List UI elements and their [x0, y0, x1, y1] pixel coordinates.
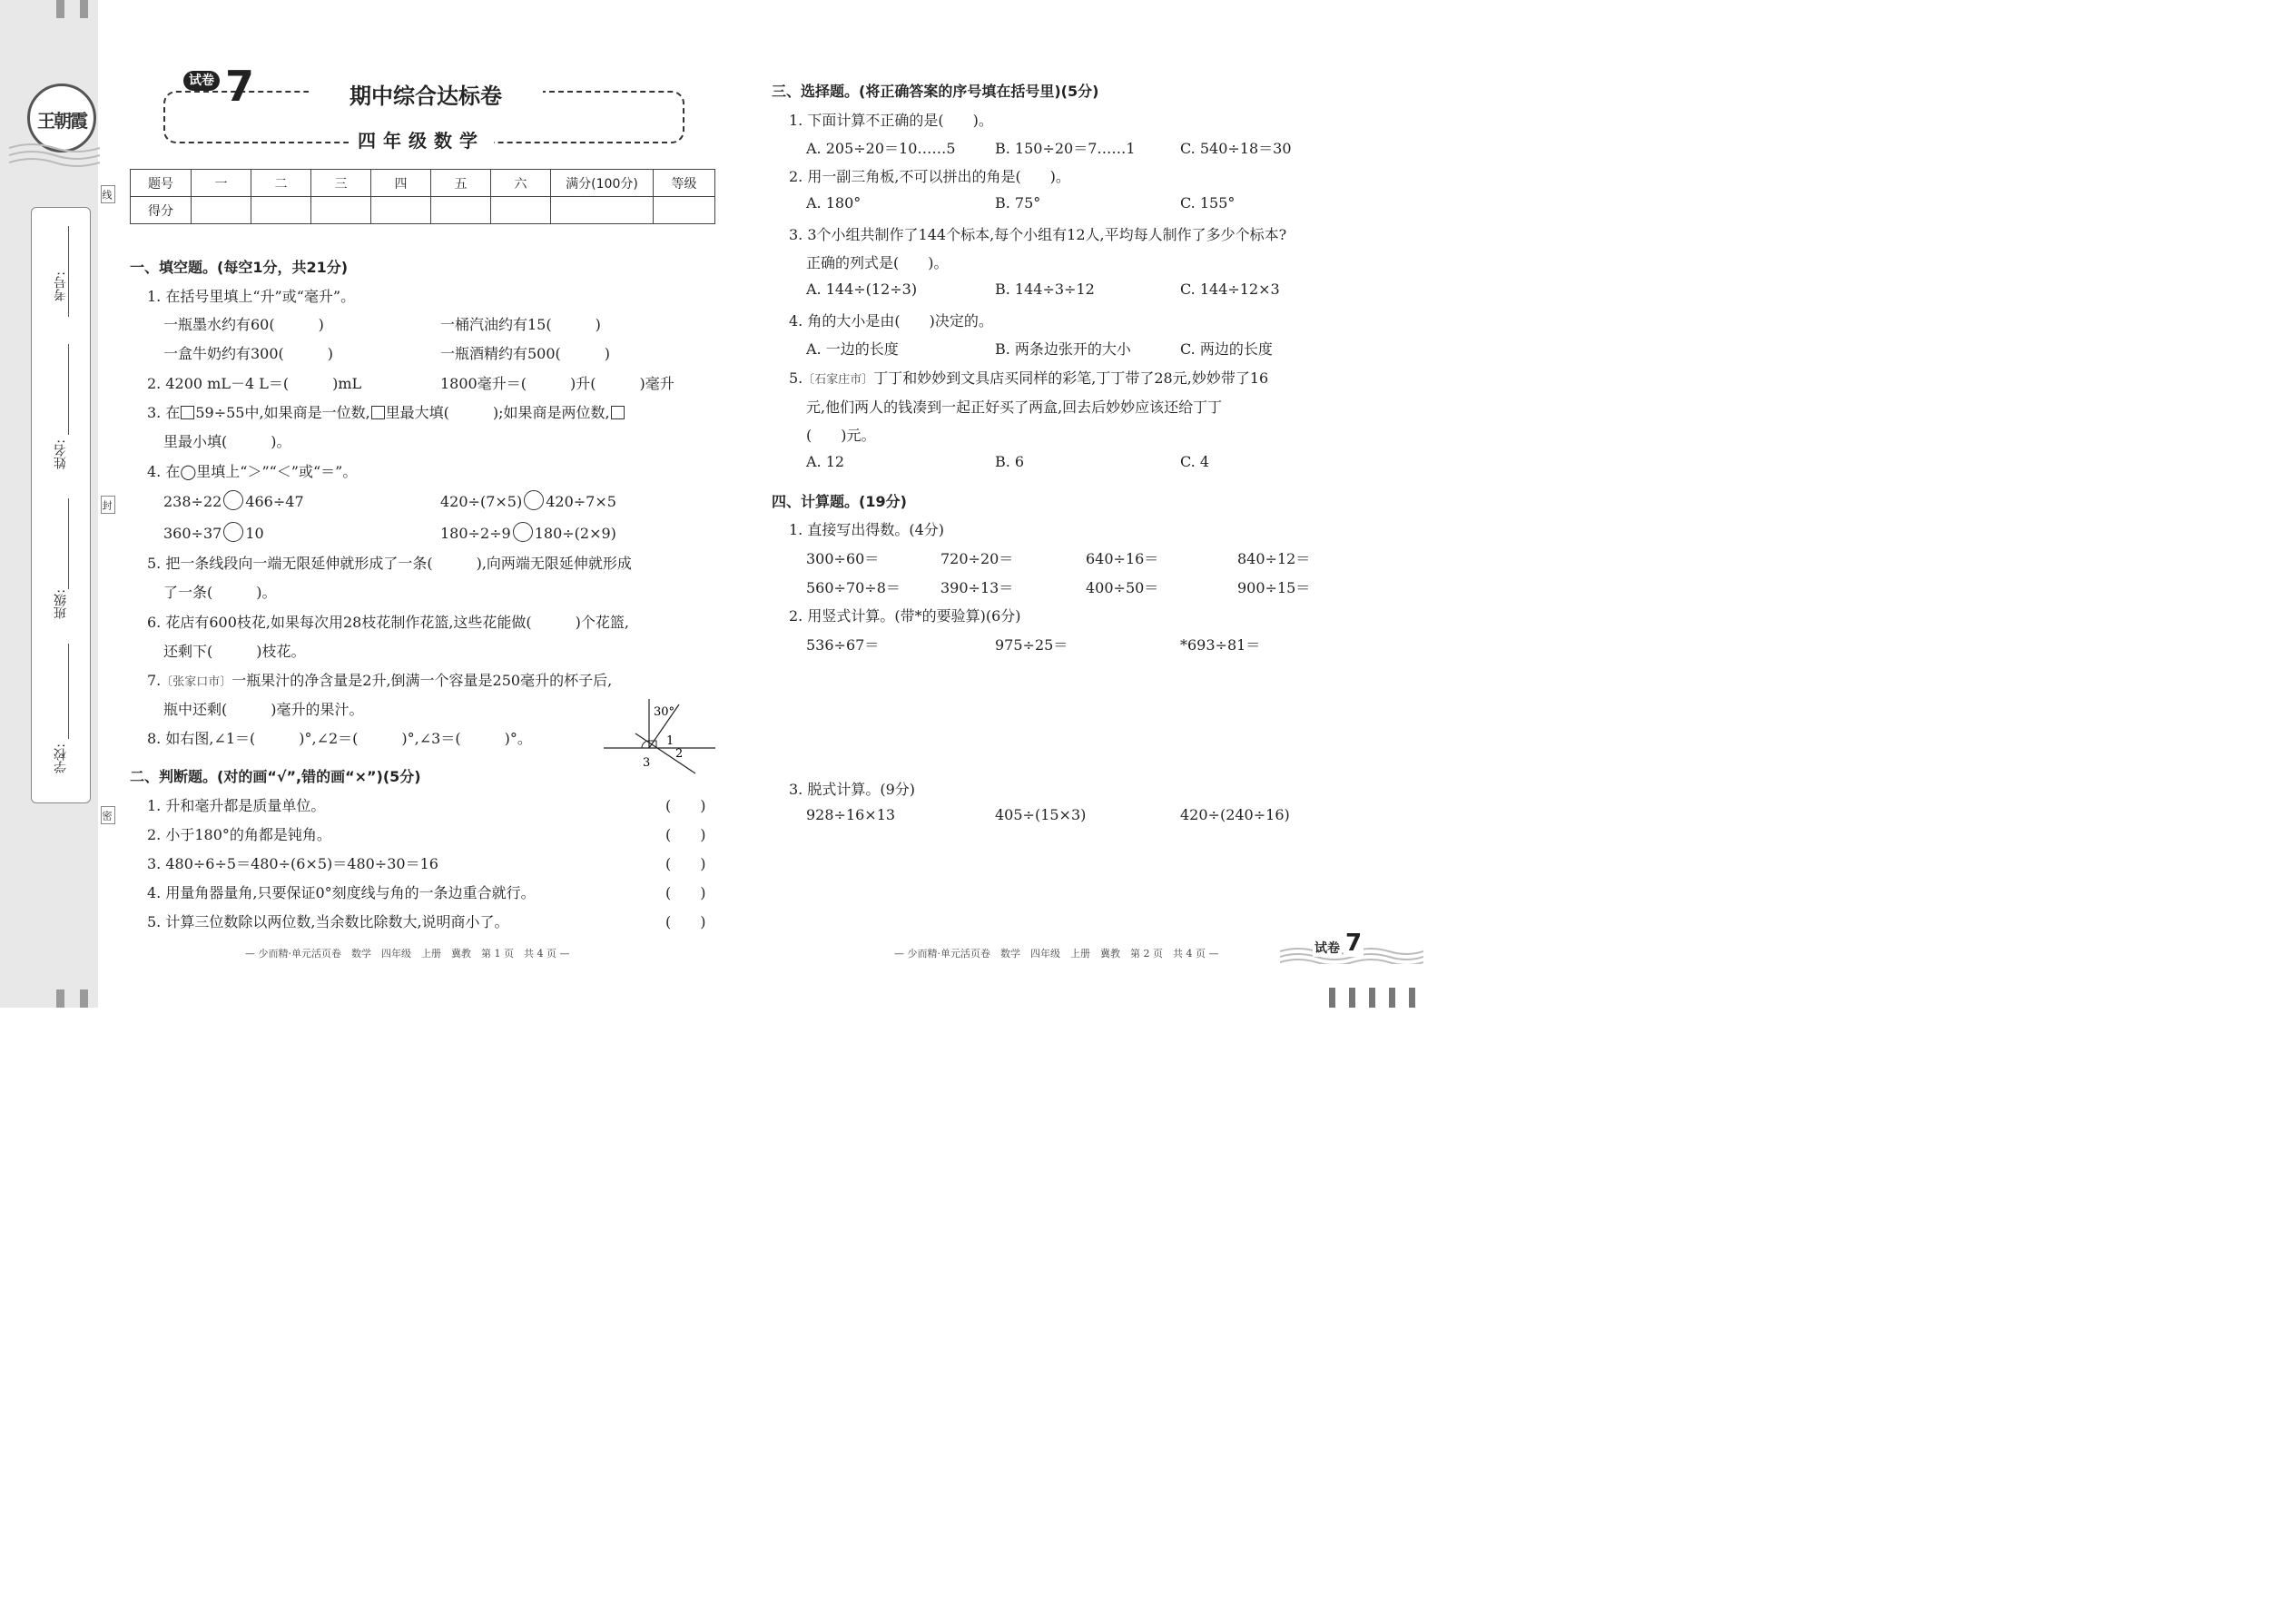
table-cell: 二	[251, 170, 311, 197]
compare-item	[163, 522, 264, 542]
section-heading: 四、计算题。(19分)	[772, 493, 907, 510]
question	[789, 367, 1268, 388]
compare-circle[interactable]	[513, 522, 533, 542]
field-name: 姓名:	[54, 439, 68, 469]
question: 2. 用一副三角板,不可以拼出的角是( )。	[789, 168, 1070, 185]
option: B. 6	[995, 453, 1025, 470]
question-item: 一盒牛奶约有300( )	[163, 345, 334, 362]
question-item: 一桶汽油约有15( )	[440, 316, 601, 333]
calc-item: 390÷13＝	[940, 579, 1014, 596]
option: C. 540÷18＝30	[1180, 140, 1292, 157]
question: 8. 如右图,∠1＝( )°,∠2＝( )°,∠3＝( )°。	[147, 730, 532, 747]
angle-figure	[599, 697, 717, 774]
calc-item: 560÷70÷8＝	[806, 579, 901, 596]
option: C. 两边的长度	[1180, 340, 1273, 358]
score-cell[interactable]	[251, 197, 311, 224]
question-item: 瓶中还剩( )毫升的果汁。	[163, 701, 364, 718]
question: 3. 脱式计算。(9分)	[789, 781, 916, 798]
score-table	[130, 169, 715, 224]
score-cell[interactable]	[192, 197, 251, 224]
question: 2. 用竖式计算。(带*的要验算)(6分)	[789, 607, 1021, 625]
question-item: 还剩下( )枝花。	[163, 643, 306, 660]
question-item: 正确的列式是( )。	[806, 254, 949, 271]
calc-item: 300÷60＝	[806, 550, 880, 567]
top-mark	[56, 0, 64, 18]
question-item: 元,他们两人的钱凑到一起正好买了两盒,回去后妙妙应该还给丁丁	[806, 399, 1223, 416]
answer-paren[interactable]: ( )	[665, 913, 706, 930]
question: 4. 在◯里填上“＞”“＜”或“＝”。	[147, 463, 358, 480]
field-exam-number: 考号:	[54, 271, 68, 301]
tick-mark	[1329, 988, 1335, 1008]
calc-item: 840÷12＝	[1237, 550, 1311, 567]
expr-right: 180÷(2×9)	[534, 525, 616, 542]
option: B. 75°	[995, 194, 1041, 212]
score-cell[interactable]	[654, 197, 715, 224]
section-heading: 三、选择题。(将正确答案的序号填在括号里)(5分)	[772, 83, 1099, 100]
expr-right: 420÷7×5	[546, 493, 616, 510]
option: A. 205÷20＝10……5	[806, 140, 956, 157]
field-school: 学校:	[54, 743, 68, 773]
question-text: 59÷55中,如果商是一位数,	[195, 404, 370, 421]
calc-item: 928÷16×13	[806, 806, 896, 823]
angle-label: 30°	[654, 705, 675, 719]
expr-left: 420÷(7×5)	[440, 493, 523, 510]
question: 1. 在括号里填上“升”或“毫升”。	[147, 288, 356, 305]
bottom-mark	[56, 989, 64, 1008]
exam-number: 7	[225, 62, 255, 111]
compare-item	[440, 490, 616, 510]
question-text: 一瓶果汁的净含量是2升,倒满一个容量是250毫升的杯子后,	[231, 672, 613, 689]
option: B. 两条边张开的大小	[995, 340, 1131, 358]
calc-item: 900÷15＝	[1237, 579, 1311, 596]
judge-item: 3. 480÷6÷5＝480÷(6×5)＝480÷30＝16	[147, 855, 438, 872]
answer-paren[interactable]: ( )	[665, 826, 706, 843]
table-cell: 一	[192, 170, 251, 197]
option: A. 12	[806, 453, 845, 470]
logo-text: 王朝霞	[37, 110, 86, 132]
field-line[interactable]	[68, 644, 70, 739]
calc-item: 420÷(240÷16)	[1180, 806, 1290, 823]
blank-box[interactable]	[611, 406, 625, 419]
binding-mark: 封	[101, 496, 115, 514]
footer-badge-number: 7	[1345, 930, 1363, 957]
angle-label: 2	[675, 747, 684, 761]
calc-item: 405÷(15×3)	[995, 806, 1087, 823]
score-cell[interactable]	[431, 197, 491, 224]
judge-item: 5. 计算三位数除以两位数,当余数比除数大,说明商小了。	[147, 913, 509, 930]
field-class: 班级:	[54, 589, 68, 619]
question: 3. 3个小组共制作了144个标本,每个小组有12人,平均每人制作了多少个标本?	[789, 226, 1287, 243]
bottom-mark	[80, 989, 88, 1008]
option: C. 144÷12×3	[1180, 281, 1280, 298]
calc-item: 640÷16＝	[1086, 550, 1159, 567]
wave-decoration	[9, 141, 100, 168]
option: C. 4	[1180, 453, 1210, 470]
option: A. 144÷(12÷3)	[806, 281, 918, 298]
calc-item: 720÷20＝	[940, 550, 1014, 567]
score-cell[interactable]	[371, 197, 431, 224]
field-line[interactable]	[68, 226, 70, 317]
judge-item: 1. 升和毫升都是质量单位。	[147, 797, 326, 814]
expr-right: 10	[245, 525, 264, 542]
top-mark	[80, 0, 88, 18]
tick-mark	[1389, 988, 1395, 1008]
question	[147, 401, 625, 422]
section-heading: 二、判断题。(对的画“√”,错的画“×”)(5分)	[130, 768, 421, 785]
score-cell[interactable]	[551, 197, 654, 224]
answer-paren[interactable]: ( )	[665, 797, 706, 814]
student-info-box	[31, 207, 91, 803]
region-tag: 〔张家口市〕	[161, 675, 232, 689]
table-cell: 五	[431, 170, 491, 197]
tick-mark	[1349, 988, 1355, 1008]
question-item: 1800毫升＝( )升( )毫升	[440, 375, 674, 392]
compare-circle[interactable]	[223, 490, 243, 510]
table-cell: 题号	[131, 170, 192, 197]
angle-label: 3	[643, 756, 651, 770]
section-heading: 一、填空题。(每空1分，共21分)	[130, 259, 349, 276]
table-cell: 四	[371, 170, 431, 197]
calc-item: *693÷81＝	[1180, 636, 1261, 654]
compare-item	[440, 522, 616, 542]
table-cell: 等级	[654, 170, 715, 197]
field-line[interactable]	[68, 498, 70, 589]
tick-mark	[1369, 988, 1375, 1008]
option: C. 155°	[1180, 194, 1236, 212]
question: 1. 下面计算不正确的是( )。	[789, 112, 993, 129]
tick-mark	[1409, 988, 1415, 1008]
expr-right: 466÷47	[245, 493, 304, 510]
field-line[interactable]	[68, 344, 70, 435]
option: B. 150÷20＝7……1	[995, 140, 1136, 157]
binding-mark: 线	[101, 185, 115, 203]
table-cell: 三	[311, 170, 371, 197]
score-cell[interactable]	[491, 197, 551, 224]
question-number: 5.	[789, 369, 803, 387]
region-tag: 〔石家庄市〕	[802, 373, 874, 387]
table-header-row	[131, 170, 715, 197]
exam-badge: 试卷	[183, 71, 220, 91]
question-number: 7.	[147, 672, 162, 689]
question-text: 3. 在	[147, 404, 181, 421]
question-item: 里最小填( )。	[163, 433, 291, 450]
calc-item: 536÷67＝	[806, 636, 880, 654]
question-item: ( )元。	[806, 427, 876, 444]
page-subtitle: 四年级数学	[349, 126, 494, 153]
score-cell[interactable]	[311, 197, 371, 224]
calc-item: 400÷50＝	[1086, 579, 1159, 596]
table-cell: 得分	[131, 197, 192, 224]
judge-item: 4. 用量角器量角,只要保证0°刻度线与角的一条边重合就行。	[147, 884, 536, 901]
question: 2. 4200 mL－4 L＝( )mL	[147, 375, 362, 392]
question: 6. 花店有600枝花,如果每次用28枝花制作花篮,这些花能做( )个花篮,	[147, 614, 629, 631]
question: 1. 直接写出得数。(4分)	[789, 521, 945, 538]
expr-left: 360÷37	[163, 525, 222, 542]
option: A. 180°	[806, 194, 861, 212]
option: A. 一边的长度	[806, 340, 899, 358]
answer-paren[interactable]: ( )	[665, 855, 706, 872]
expr-left: 180÷2÷9	[440, 525, 511, 542]
question-item: 了一条( )。	[163, 584, 277, 601]
question-item: 一瓶墨水约有60( )	[163, 316, 324, 333]
angle-label: 1	[666, 734, 674, 748]
calc-item: 975÷25＝	[995, 636, 1068, 654]
question-text: 丁丁和妙妙到文具店买同样的彩笔,丁丁带了28元,妙妙带了16	[873, 369, 1269, 387]
footer-badge-label: 试卷	[1313, 939, 1342, 957]
question: 5. 把一条线段向一端无限延伸就形成了一条( ),向两端无限延伸就形成	[147, 555, 632, 572]
blank-box[interactable]	[181, 406, 194, 419]
binding-mark: 密	[101, 806, 115, 824]
question-text: 里最大填( );如果商是两位数,	[385, 404, 610, 421]
question	[147, 669, 612, 690]
expr-left: 238÷22	[163, 493, 222, 510]
page-footer: — 少而精·单元活页卷 数学 四年级 上册 冀教 第 1 页 共 4 页 —	[245, 948, 570, 960]
option: B. 144÷3÷12	[995, 281, 1095, 298]
blank-box[interactable]	[371, 406, 385, 419]
page-title: 期中综合达标卷	[309, 78, 543, 110]
compare-item	[163, 490, 304, 510]
question: 4. 角的大小是由( )决定的。	[789, 312, 993, 330]
table-cell: 满分(100分)	[551, 170, 654, 197]
compare-circle[interactable]	[524, 490, 544, 510]
judge-item: 2. 小于180°的角都是钝角。	[147, 826, 331, 843]
page-footer: — 少而精·单元活页卷 数学 四年级 上册 冀教 第 2 页 共 4 页 —	[894, 948, 1219, 960]
compare-circle[interactable]	[223, 522, 243, 542]
question-item: 一瓶酒精约有500( )	[440, 345, 611, 362]
table-cell: 六	[491, 170, 551, 197]
answer-paren[interactable]: ( )	[665, 884, 706, 901]
table-row	[131, 197, 715, 224]
